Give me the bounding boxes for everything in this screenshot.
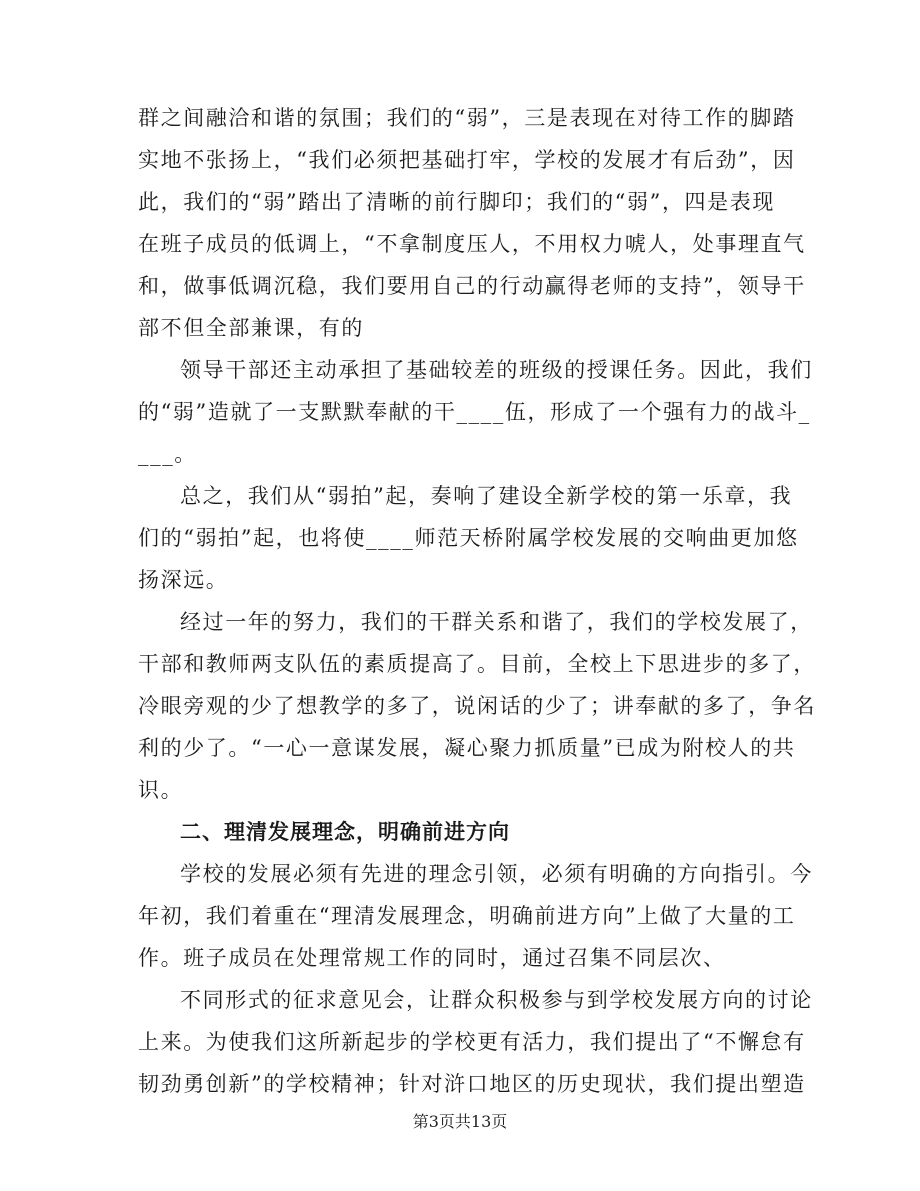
body-text-line: 扬深远。 xyxy=(138,568,229,592)
body-text-line: 和，做事低调沉稳，我们要用自己的行动赢得老师的支持”，领导干 xyxy=(138,274,806,298)
body-text-line: ___。 xyxy=(138,442,197,466)
body-text-line: 部不但全部兼课，有的 xyxy=(138,316,364,340)
body-text-line: 作。班子成员在处理常规工作的同时，通过召集不同层次、 xyxy=(138,946,726,970)
page-number-footer: 第3页共13页 xyxy=(412,1112,508,1131)
body-text-line: 韧劲勇创新”的学校精神；针对浒口地区的历史现状，我们提出塑造 xyxy=(138,1072,806,1096)
body-text-line: 上来。为使我们这所新起步的学校更有活力，我们提出了“不懈怠有 xyxy=(138,1030,806,1054)
paragraph-first-line: 领导干部还主动承担了基础较差的班级的授课任务。因此，我们 xyxy=(180,358,813,382)
section-heading: 二、理清发展理念，明确前进方向 xyxy=(180,820,510,844)
body-text-line: 实地不张扬上，“我们必须把基础打牢，学校的发展才有后劲”，因 xyxy=(138,148,796,172)
body-text-line: 干部和教师两支队伍的素质提高了。目前，全校上下思进步的多了， xyxy=(138,652,816,676)
paragraph-first-line: 总之，我们从“弱拍”起，奏响了建设全新学校的第一乐章，我 xyxy=(180,484,793,508)
body-text-line: 们的“弱拍”起，也将使____师范天桥附属学校发展的交响曲更加悠 xyxy=(138,526,799,550)
body-text-line: 的“弱”造就了一支默默奉献的干____伍，形成了一个强有力的战斗_ xyxy=(138,400,811,424)
paragraph-first-line: 不同形式的征求意见会，让群众积极参与到学校发展方向的讨论 xyxy=(180,988,813,1012)
body-text-line: 冷眼旁观的少了想教学的多了，说闲话的少了；讲奉献的多了，争名 xyxy=(138,694,816,718)
paragraph-first-line: 经过一年的努力，我们的干群关系和谐了，我们的学校发展了， xyxy=(180,610,813,634)
body-text-line: 群之间融洽和谐的氛围；我们的“弱”，三是表现在对待工作的脚踏 xyxy=(138,106,796,130)
body-text-line: 年初，我们着重在“理清发展理念，明确前进方向”上做了大量的工 xyxy=(138,904,796,928)
body-text-line: 识。 xyxy=(138,778,184,802)
body-text-line: 利的少了。“一心一意谋发展，凝心聚力抓质量”已成为附校人的共 xyxy=(138,736,796,760)
body-text-line: 在班子成员的低调上，“不拿制度压人，不用权力唬人，处事理直气 xyxy=(138,232,806,256)
paragraph-first-line: 学校的发展必须有先进的理念引领，必须有明确的方向指引。今 xyxy=(180,862,813,886)
body-text-line: 此，我们的“弱”踏出了清晰的前行脚印；我们的“弱”，四是表现 xyxy=(138,190,775,214)
